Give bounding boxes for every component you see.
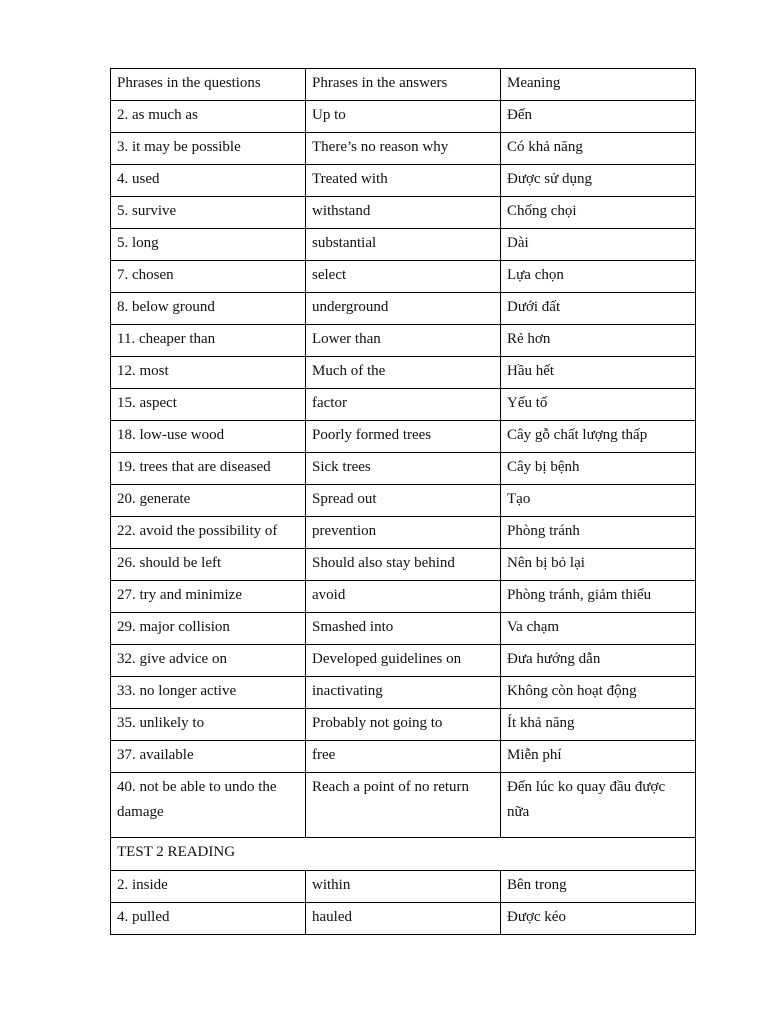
question-phrase-cell: 22. avoid the possibility of (111, 517, 306, 549)
meaning-cell: Yếu tố (501, 389, 696, 421)
table-row (111, 133, 696, 165)
question-phrase-cell: 5. survive (111, 197, 306, 229)
answer-phrase-cell: Lower than (306, 325, 501, 357)
question-phrase-cell: 4. used (111, 165, 306, 197)
meaning-cell: Va chạm (501, 613, 696, 645)
answer-phrase-cell: There’s no reason why (306, 133, 501, 165)
question-phrase-cell: 18. low-use wood (111, 421, 306, 453)
question-phrase-cell: 29. major collision (111, 613, 306, 645)
meaning-cell: Có khả năng (501, 133, 696, 165)
section-title-row (111, 838, 696, 871)
meaning-cell: Hầu hết (501, 357, 696, 389)
meaning-cell: Phòng tránh (501, 517, 696, 549)
table-row (111, 709, 696, 741)
question-phrase-cell: 35. unlikely to (111, 709, 306, 741)
meaning-cell: Phòng tránh, giảm thiểu (501, 581, 696, 613)
header-cell-meaning: Meaning (501, 69, 696, 101)
table-row (111, 741, 696, 773)
meaning-cell: Dài (501, 229, 696, 261)
meaning-cell: Đến lúc ko quay đầu được nữa (501, 773, 696, 838)
table-row (111, 101, 696, 133)
question-phrase-cell: 20. generate (111, 485, 306, 517)
answer-phrase-cell: withstand (306, 197, 501, 229)
question-phrase-cell: 27. try and minimize (111, 581, 306, 613)
meaning-cell: Dưới đất (501, 293, 696, 325)
section-title: TEST 2 READING (111, 838, 696, 871)
table-row (111, 549, 696, 581)
meaning-cell: Rẻ hơn (501, 325, 696, 357)
table-row (111, 645, 696, 677)
answer-phrase-cell: hauled (306, 903, 501, 935)
table-row (111, 421, 696, 453)
header-cell-answers: Phrases in the answers (306, 69, 501, 101)
answer-phrase-cell: Reach a point of no return (306, 773, 501, 838)
question-phrase-cell: 40. not be able to undo the damage (111, 773, 306, 838)
table-row (111, 453, 696, 485)
table-row (111, 903, 696, 935)
answer-phrase-cell: Sick trees (306, 453, 501, 485)
question-phrase-cell: 33. no longer active (111, 677, 306, 709)
table-header-row (111, 69, 696, 101)
answer-phrase-cell: Should also stay behind (306, 549, 501, 581)
answer-phrase-cell: within (306, 871, 501, 903)
meaning-cell: Cây bị bệnh (501, 453, 696, 485)
table-row (111, 871, 696, 903)
meaning-cell: Ít khả năng (501, 709, 696, 741)
table-row (111, 389, 696, 421)
answer-phrase-cell: Treated with (306, 165, 501, 197)
meaning-cell: Tạo (501, 485, 696, 517)
answer-phrase-cell: inactivating (306, 677, 501, 709)
question-phrase-cell: 15. aspect (111, 389, 306, 421)
answer-phrase-cell: Smashed into (306, 613, 501, 645)
question-phrase-cell: 2. as much as (111, 101, 306, 133)
meaning-cell: Đưa hướng dẫn (501, 645, 696, 677)
meaning-cell: Bên trong (501, 871, 696, 903)
table-row (111, 325, 696, 357)
answer-phrase-cell: underground (306, 293, 501, 325)
table-row (111, 197, 696, 229)
answer-phrase-cell: prevention (306, 517, 501, 549)
answer-phrase-cell: avoid (306, 581, 501, 613)
answer-phrase-cell: Spread out (306, 485, 501, 517)
question-phrase-cell: 3. it may be possible (111, 133, 306, 165)
answer-phrase-cell: factor (306, 389, 501, 421)
meaning-cell: Được kéo (501, 903, 696, 935)
meaning-cell: Chống chọi (501, 197, 696, 229)
question-phrase-cell: 11. cheaper than (111, 325, 306, 357)
question-phrase-cell: 7. chosen (111, 261, 306, 293)
question-phrase-cell: 2. inside (111, 871, 306, 903)
table-row (111, 261, 696, 293)
table-row (111, 613, 696, 645)
document-page (110, 68, 695, 935)
question-phrase-cell: 12. most (111, 357, 306, 389)
question-phrase-cell: 37. available (111, 741, 306, 773)
meaning-cell: Không còn hoạt động (501, 677, 696, 709)
answer-phrase-cell: Developed guidelines on (306, 645, 501, 677)
meaning-cell: Lựa chọn (501, 261, 696, 293)
header-cell-questions: Phrases in the questions (111, 69, 306, 101)
answer-phrase-cell: free (306, 741, 501, 773)
answer-phrase-cell: Much of the (306, 357, 501, 389)
table-row (111, 165, 696, 197)
meaning-cell: Miễn phí (501, 741, 696, 773)
answer-phrase-cell: substantial (306, 229, 501, 261)
table-row (111, 357, 696, 389)
table-row (111, 581, 696, 613)
meaning-cell: Được sử dụng (501, 165, 696, 197)
table-row (111, 773, 696, 838)
question-phrase-cell: 4. pulled (111, 903, 306, 935)
answer-phrase-cell: Poorly formed trees (306, 421, 501, 453)
vocabulary-table (110, 68, 696, 935)
question-phrase-cell: 26. should be left (111, 549, 306, 581)
table-row (111, 517, 696, 549)
meaning-cell: Đến (501, 101, 696, 133)
answer-phrase-cell: Probably not going to (306, 709, 501, 741)
question-phrase-cell: 8. below ground (111, 293, 306, 325)
table-row (111, 677, 696, 709)
table-row (111, 229, 696, 261)
answer-phrase-cell: Up to (306, 101, 501, 133)
meaning-cell: Nên bị bỏ lại (501, 549, 696, 581)
answer-phrase-cell: select (306, 261, 501, 293)
question-phrase-cell: 5. long (111, 229, 306, 261)
table-row (111, 485, 696, 517)
table-row (111, 293, 696, 325)
question-phrase-cell: 19. trees that are diseased (111, 453, 306, 485)
meaning-cell: Cây gỗ chất lượng thấp (501, 421, 696, 453)
question-phrase-cell: 32. give advice on (111, 645, 306, 677)
